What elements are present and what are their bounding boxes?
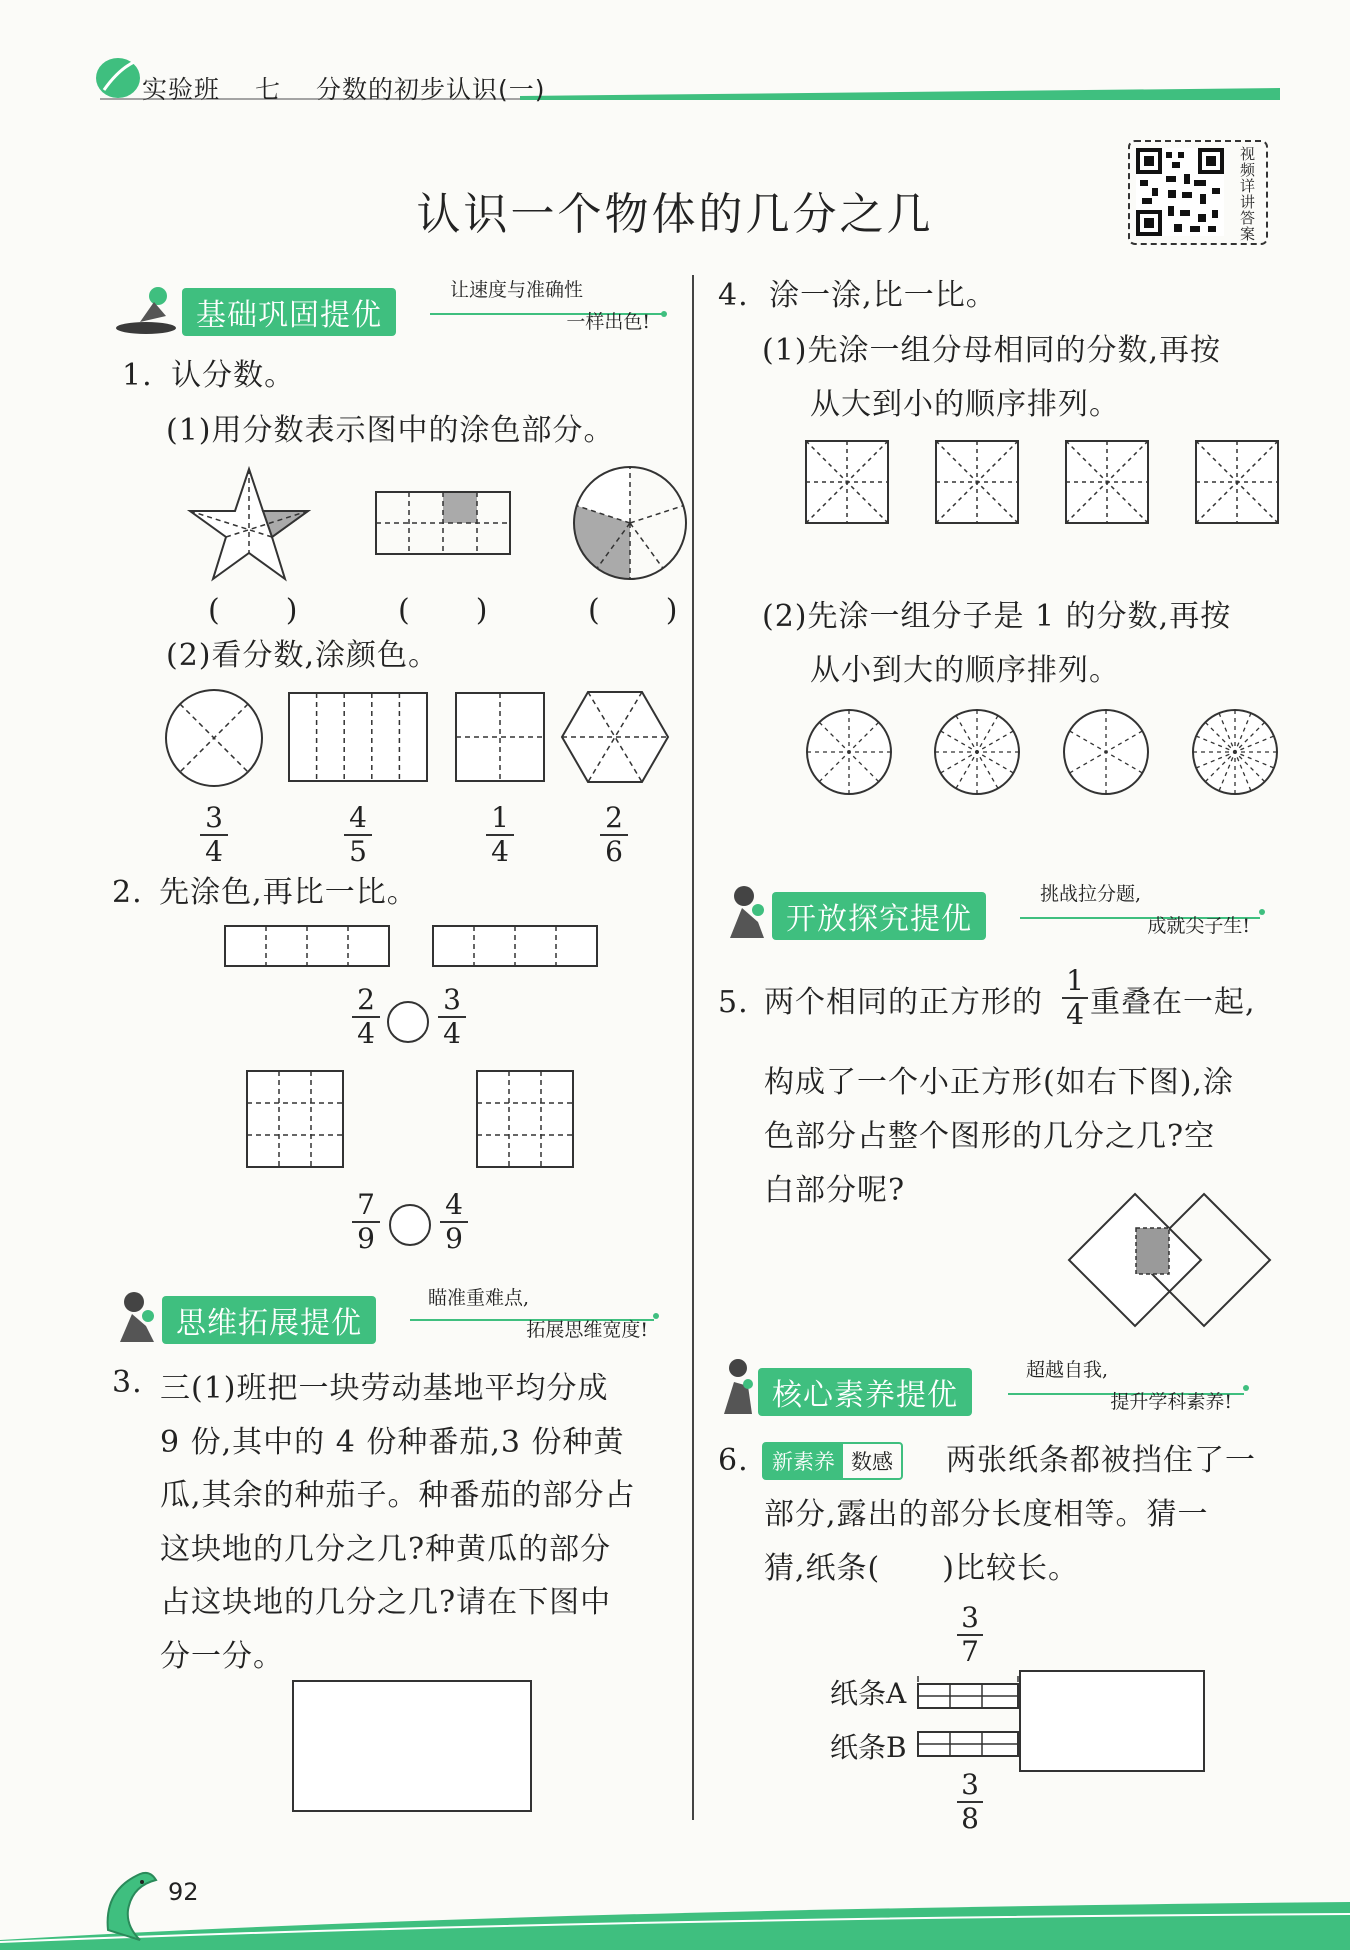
q6-fraction-b-num: 3 (961, 1768, 979, 1801)
hexagon-sixths-figure[interactable] (562, 690, 668, 784)
q1-fraction-2-num: 4 (349, 801, 367, 834)
q4-circle-3[interactable] (1062, 708, 1150, 796)
q5-fraction-num: 1 (1066, 964, 1084, 997)
q4-p1a: (1)先涂一组分母相同的分数,再按 (762, 333, 1222, 368)
q4-square-1[interactable] (805, 440, 889, 524)
square-quarters-figure[interactable] (455, 692, 545, 782)
q1-blank-2[interactable]: ( ) (398, 593, 490, 628)
q1-fraction-3-num: 1 (491, 801, 509, 834)
qr-caption: 视频详讲答案 (1240, 145, 1256, 243)
header-unit: 七 (254, 75, 281, 104)
q5-number: 5. (718, 985, 749, 1020)
q6-line-2: 部分,露出的部分长度相等。猜一 (764, 1497, 1209, 1532)
q1-fraction-4 (600, 803, 628, 867)
q2-pair1-a (352, 985, 380, 1049)
q6-fraction-a-num: 3 (961, 1601, 979, 1634)
q3-line-3: 瓜,其余的种茄子。种番茄的部分占 (160, 1478, 636, 1513)
strip-a (918, 1684, 1018, 1708)
q6-fraction-b-den: 8 (961, 1802, 979, 1835)
banner-open (718, 883, 1278, 937)
q1-fraction-3-den: 4 (491, 835, 509, 868)
q6-fraction-b (957, 1770, 983, 1834)
mascot-thinking-icon (110, 1286, 166, 1346)
q2-grid-b[interactable] (476, 1070, 576, 1170)
q1-fraction-4-den: 6 (605, 835, 623, 868)
cover-board (1020, 1671, 1204, 1771)
q4-p2b: 从小到大的顺序排列。 (810, 653, 1120, 688)
header-text (142, 70, 571, 106)
mascot-skateboard-icon (110, 282, 182, 338)
q3-line-6: 分一分。 (160, 1638, 284, 1674)
q6-tag-new: 新素养 (764, 1444, 843, 1478)
q4-circle-1[interactable] (805, 708, 893, 796)
header-chapter: 分数的初步认识(一) (315, 75, 546, 104)
q5-line-1: 构成了一个小正方形(如右下图),涂 (764, 1065, 1234, 1100)
q2-pair2-a (352, 1190, 380, 1254)
banner-basic (110, 279, 670, 333)
q2-heading (112, 872, 418, 914)
q5-line-2: 色部分占整个图形的几分之几?空 (764, 1119, 1216, 1154)
q5-post: 重叠在一起, (1090, 985, 1256, 1020)
banner-core-label: 核心素养提优 (758, 1368, 972, 1416)
q5-pre: 两个相同的正方形的 (764, 985, 1043, 1020)
q5-line-3: 白部分呢? (764, 1173, 906, 1208)
page-title: 认识一个物体的几分之几 (416, 189, 934, 240)
dolphin-icon (108, 1873, 156, 1940)
q1-fraction-4-num: 2 (605, 801, 623, 834)
q2-pair2-a-num: 7 (357, 1188, 375, 1221)
banner-thinking-side2: 拓展思维宽度! (526, 1319, 648, 1341)
q2-text: 先涂色,再比一比。 (159, 875, 418, 910)
q6-number: 6. (718, 1443, 749, 1478)
q3-land-rectangle[interactable] (292, 1680, 534, 1814)
leaf-logo-icon (96, 58, 140, 98)
footer-wave (0, 1840, 1350, 1950)
q2-grid-a[interactable] (246, 1070, 346, 1170)
header-series: 实验班 (142, 75, 221, 104)
q1-number: 1. (122, 358, 153, 393)
q6-line-1: 两张纸条都被挡住了一 (946, 1443, 1256, 1478)
q2-pair1-b-den: 4 (443, 1017, 461, 1050)
q4-square-2[interactable] (935, 440, 1019, 524)
q2-pair1-b-num: 3 (443, 983, 461, 1016)
q3-line-2: 9 份,其中的 4 份种番茄,3 份种黄 (160, 1424, 625, 1460)
q6-tag-number-sense: 数感 (851, 1450, 893, 1474)
banner-basic-label: 基础巩固提优 (182, 288, 396, 336)
qr-block[interactable] (1128, 140, 1268, 245)
q6-label-b: 纸条B (830, 1731, 907, 1764)
q6-fraction-a-den: 7 (961, 1635, 979, 1668)
banner-basic-side2: 一样出色! (566, 311, 650, 333)
banner-open-side1: 挑战拉分题, (1040, 883, 1142, 905)
q2-pair2-a-den: 9 (357, 1222, 375, 1255)
q4-p1b: 从大到小的顺序排列。 (810, 387, 1120, 422)
q2-compare-circle-2[interactable] (388, 1203, 432, 1247)
banner-core-side1: 超越自我, (1026, 1359, 1109, 1381)
q4-circle-4[interactable] (1191, 708, 1279, 796)
banner-thinking-side1: 瞄准重难点, (428, 1287, 530, 1309)
banner-core-side2: 提升学科素养! (1110, 1391, 1232, 1413)
q6-fraction-a (957, 1603, 983, 1667)
rectangle-grid-figure (375, 490, 511, 556)
q1-fraction-1-num: 3 (205, 801, 223, 834)
q4-square-4[interactable] (1195, 440, 1279, 524)
q1-fraction-1-den: 4 (205, 835, 223, 868)
q2-pair1-a-num: 2 (357, 983, 375, 1016)
q2-strip-b[interactable] (432, 925, 600, 969)
q2-strip-a[interactable] (224, 925, 392, 969)
q6-tags (762, 1442, 903, 1480)
q2-number: 2. (112, 875, 143, 910)
q1-text: 认分数。 (171, 358, 296, 393)
q3-line-4: 这块地的几分之几?种黄瓜的部分 (160, 1531, 612, 1567)
q6-line-3: 猜,纸条( )比较长。 (764, 1551, 1079, 1586)
q4-circle-2[interactable] (933, 708, 1021, 796)
q2-pair2-b-num: 4 (445, 1188, 463, 1221)
q1-fraction-2 (344, 803, 372, 867)
banner-thinking (110, 1287, 670, 1341)
q4-text: 涂一涂,比一比。 (769, 278, 997, 313)
q1-part2: (2)看分数,涂颜色。 (166, 638, 440, 673)
q1-heading (122, 355, 295, 397)
q1-fraction-3 (486, 803, 514, 867)
q1-fraction-2-den: 5 (349, 835, 367, 868)
strip-b (918, 1732, 1018, 1756)
q3-line-1: 三(1)班把一块劳动基地平均分成 (160, 1371, 609, 1406)
circle-sectors-figure (572, 465, 688, 581)
q4-p2a: (2)先涂一组分子是 1 的分数,再按 (762, 599, 1232, 634)
q1-blank-3[interactable]: ( ) (588, 593, 680, 628)
q2-pair2-b-den: 9 (445, 1222, 463, 1255)
q1-part1: (1)用分数表示图中的涂色部分。 (166, 413, 615, 448)
circle-quarters-figure[interactable] (164, 688, 264, 788)
rectangle-fifths-figure[interactable] (288, 692, 428, 782)
banner-basic-side1: 让速度与准确性 (450, 279, 584, 301)
mascot-explore-icon (718, 882, 774, 942)
q2-pair1-b (438, 985, 466, 1049)
q1-fraction-1 (200, 803, 228, 867)
q3-line-5: 占这块地的几分之几?请在下图中 (160, 1585, 612, 1620)
mascot-core-icon (718, 1356, 758, 1418)
q2-pair1-a-den: 4 (357, 1017, 375, 1050)
q5-fraction-den: 4 (1066, 998, 1084, 1031)
q6-label-a: 纸条A (830, 1677, 907, 1710)
banner-thinking-label: 思维拓展提优 (162, 1296, 376, 1344)
q4-square-3[interactable] (1065, 440, 1149, 524)
q4-number: 4. (718, 278, 749, 313)
q3-body (160, 1362, 636, 1683)
banner-open-label: 开放探究提优 (772, 892, 986, 940)
q4-heading (718, 275, 997, 317)
q6-strips-figure (914, 1668, 1206, 1772)
q2-pair2-b (440, 1190, 468, 1254)
q1-blank-1[interactable]: ( ) (208, 593, 300, 628)
star-figure (190, 465, 310, 583)
column-divider (692, 275, 694, 1820)
q2-compare-circle-1[interactable] (386, 1000, 430, 1044)
page-number: 92 (168, 1878, 199, 1906)
banner-open-side2: 成就尖子生! (1147, 915, 1250, 937)
q3-number: 3. (112, 1365, 143, 1400)
banner-core (718, 1359, 1278, 1413)
q5-overlap-squares-figure (1068, 1193, 1272, 1327)
q5-fraction (1062, 966, 1088, 1030)
